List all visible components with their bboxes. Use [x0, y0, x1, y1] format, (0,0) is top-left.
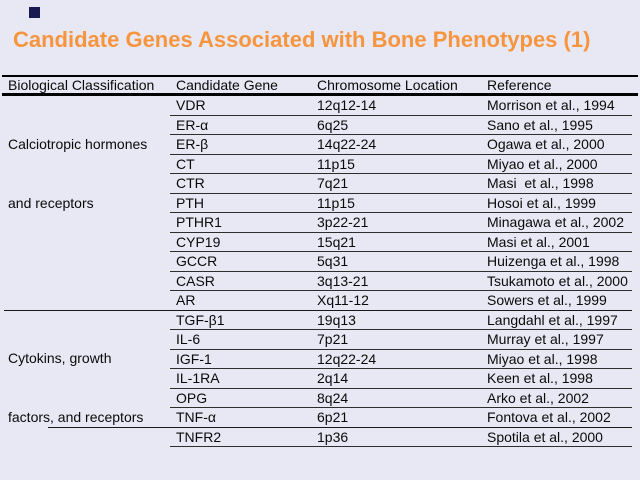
classification-text-line: factors, and receptors — [8, 408, 144, 425]
gene-cell: IL-6 — [176, 331, 201, 347]
table-row — [0, 213, 640, 233]
reference-cell: Sano et al., 1995 — [487, 116, 593, 133]
gene-cell: VDR — [176, 97, 206, 113]
table-row — [0, 233, 640, 253]
location-cell: 12q22-24 — [317, 350, 377, 367]
table-row — [0, 135, 640, 155]
location-cell: 3p22-21 — [317, 214, 369, 230]
location-cell: 19q13 — [317, 311, 356, 328]
gene-cell: AR — [176, 292, 196, 308]
gene-cell: CASR — [176, 272, 215, 289]
reference-cell: Arko et al., 2002 — [487, 389, 589, 406]
location-cell: 2q14 — [317, 370, 349, 386]
location-cell: 5q31 — [317, 253, 349, 269]
reference-cell: Spotila et al., 2000 — [487, 428, 603, 445]
table-row — [0, 252, 640, 272]
reference-cell: Hosoi et al., 1999 — [487, 194, 596, 211]
gene-cell: TNF-α — [176, 409, 216, 425]
header-biological-classification: Biological Classification — [8, 77, 155, 93]
reference-cell: Murray et al., 1997 — [487, 331, 604, 347]
reference-cell: Langdahl et al., 1997 — [487, 311, 618, 328]
location-cell: 14q22-24 — [317, 136, 377, 152]
gene-cell: PTHR1 — [176, 214, 222, 230]
table-row — [0, 174, 640, 194]
gene-cell: TNFR2 — [176, 428, 222, 445]
gene-cell: GCCR — [176, 253, 218, 269]
reference-cell: Miyao et al., 1998 — [487, 350, 598, 367]
classification-text-line: Cytokins, growth — [8, 350, 112, 366]
slide-corner-decoration — [29, 7, 40, 18]
header-candidate-gene: Candidate Gene — [176, 77, 278, 93]
reference-cell: Masi et al., 1998 — [487, 175, 594, 191]
location-cell: 7p21 — [317, 331, 349, 347]
table-row — [0, 155, 640, 175]
location-cell: 6p21 — [317, 409, 349, 425]
table-row — [0, 389, 640, 409]
header-chromosome-location: Chromosome Location — [317, 77, 458, 93]
classification-text-line: and receptors — [8, 194, 94, 211]
location-cell: 3q13-21 — [317, 272, 369, 289]
gene-cell: IL-1RA — [176, 370, 220, 386]
table-body — [0, 96, 640, 447]
reference-cell: Masi et al., 2001 — [487, 233, 590, 250]
location-cell: 11p15 — [317, 194, 355, 211]
location-cell: Xq11-12 — [317, 292, 369, 308]
reference-cell: Fontova et al., 2002 — [487, 409, 611, 425]
table-row — [0, 96, 640, 116]
reference-cell: Keen et al., 1998 — [487, 370, 593, 386]
location-cell: 8q24 — [317, 389, 349, 406]
header-reference: Reference — [487, 77, 552, 93]
table-row — [0, 350, 640, 370]
reference-cell: Miyao et al., 2000 — [487, 155, 598, 172]
location-cell: 15q21 — [317, 233, 356, 250]
gene-cell: CTR — [176, 175, 205, 191]
location-cell: 7q21 — [317, 175, 349, 191]
table-row — [0, 428, 640, 448]
reference-cell: Morrison et al., 1994 — [487, 97, 615, 113]
location-cell: 12q12-14 — [317, 97, 377, 113]
table-row — [0, 369, 640, 389]
location-cell: 11p15 — [317, 155, 355, 172]
reference-cell: Huizenga et al., 1998 — [487, 253, 620, 269]
gene-cell: PTH — [176, 194, 204, 211]
table-row — [0, 408, 640, 428]
reference-cell: Ogawa et al., 2000 — [487, 136, 605, 152]
location-cell: 6q25 — [317, 116, 349, 133]
table-row — [0, 311, 640, 331]
gene-cell: IGF-1 — [176, 350, 212, 367]
classification-text-line: Calciotropic hormones — [8, 136, 148, 152]
table-row — [0, 194, 640, 214]
slide-title: Candidate Genes Associated with Bone Phenotypes (1) — [13, 27, 591, 52]
table-row — [0, 330, 640, 350]
location-cell: 1p36 — [317, 428, 349, 445]
gene-cell: CT — [176, 155, 195, 172]
reference-cell: Sowers et al., 1999 — [487, 292, 607, 308]
table-header-row — [0, 77, 640, 93]
reference-cell: Minagawa et al., 2002 — [487, 214, 624, 230]
gene-cell: CYP19 — [176, 233, 221, 250]
reference-cell: Tsukamoto et al., 2000 — [487, 272, 628, 289]
gene-cell: ER-β — [176, 136, 209, 152]
table-row — [0, 116, 640, 136]
table-row — [0, 272, 640, 292]
gene-cell: ER-α — [176, 116, 209, 133]
table-row — [0, 291, 640, 311]
gene-cell: OPG — [176, 389, 208, 406]
gene-cell: TGF-β1 — [176, 311, 225, 328]
